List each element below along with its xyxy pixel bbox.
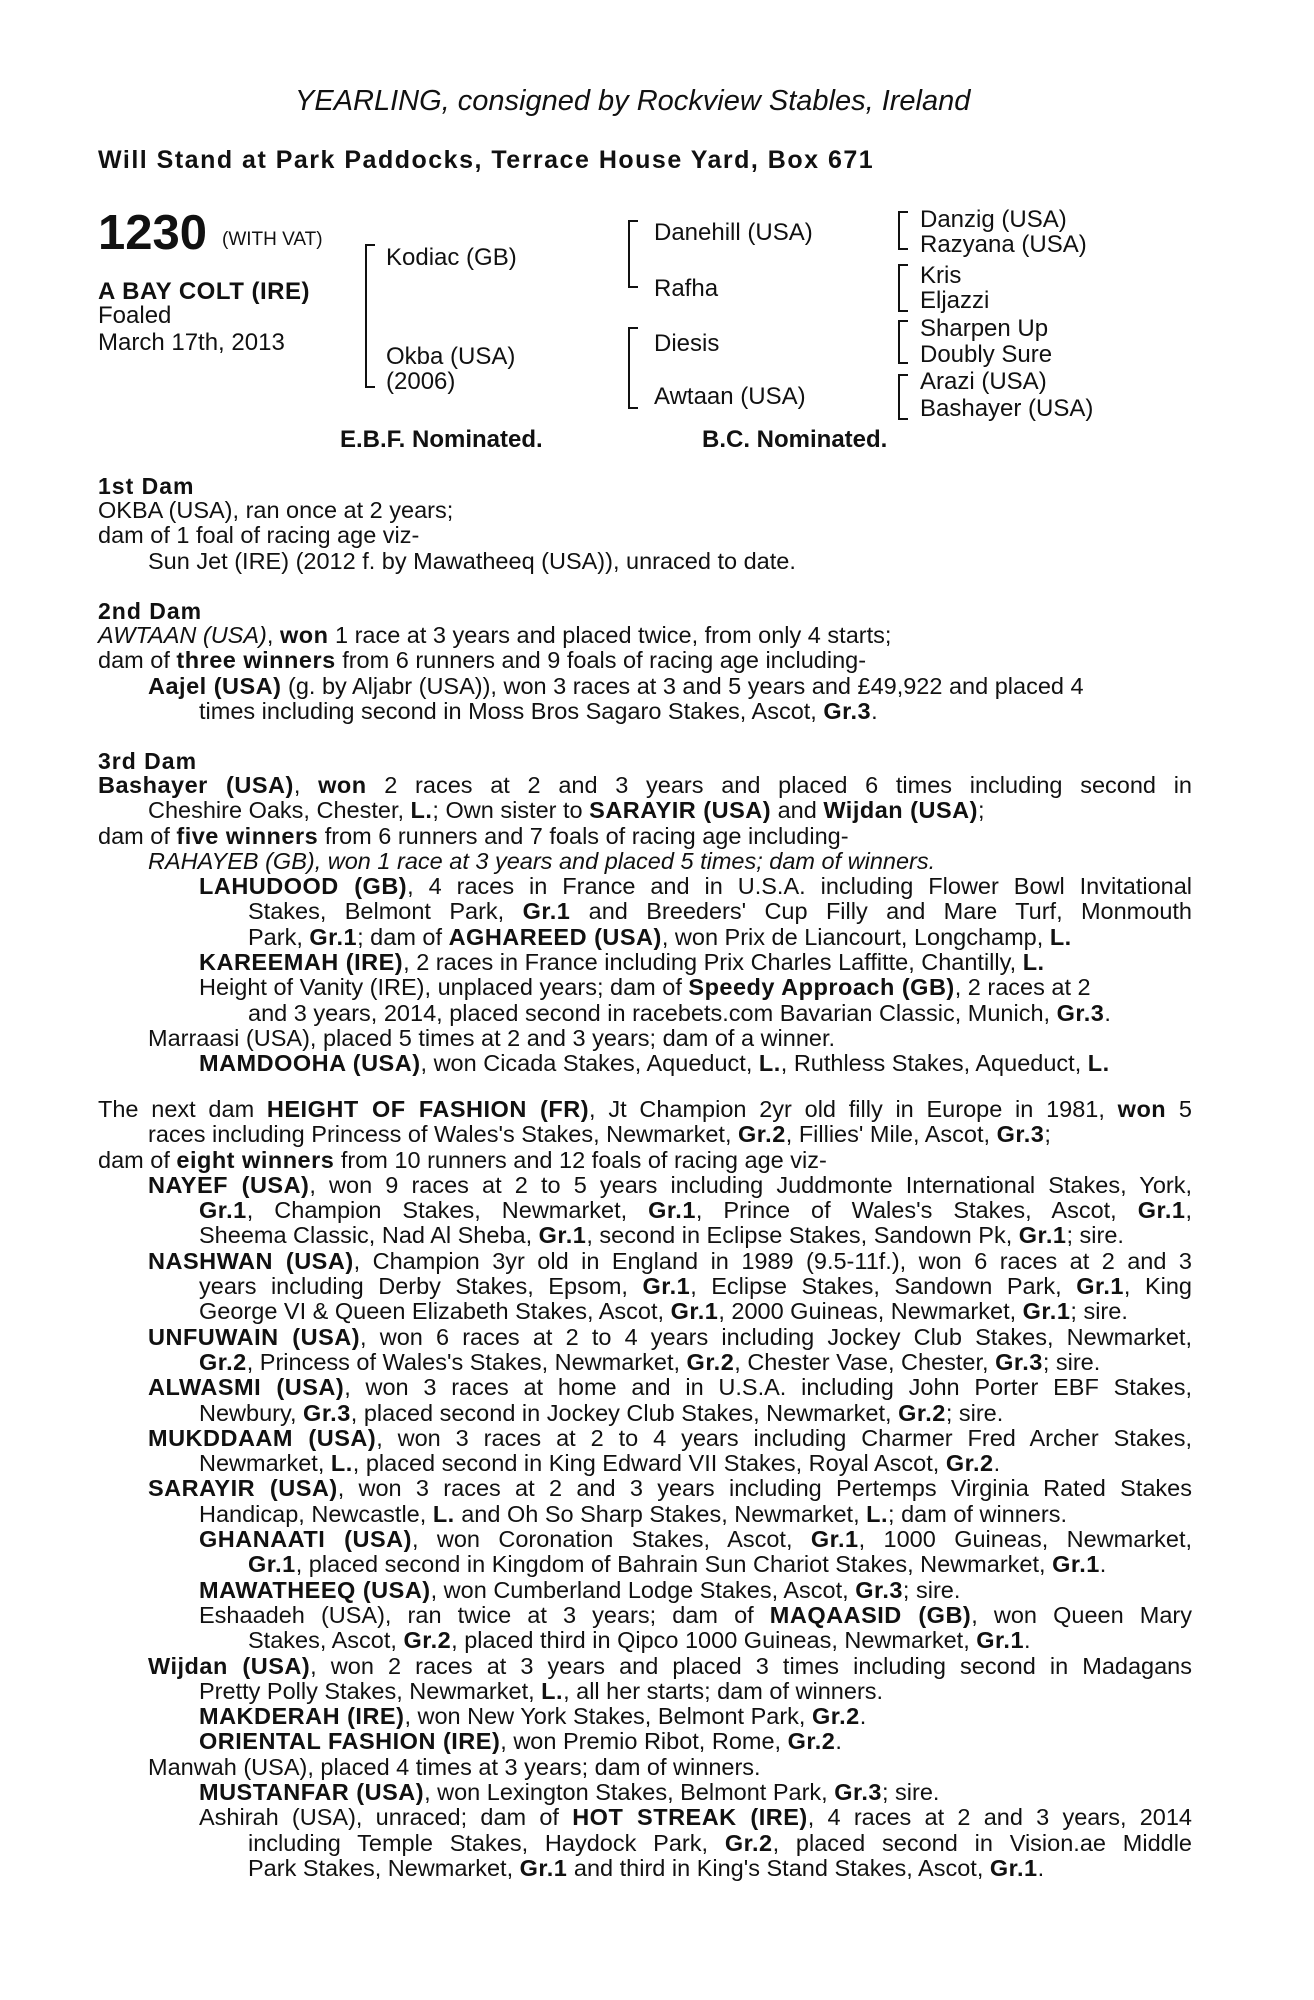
pedigree-brace-sire — [628, 220, 638, 288]
next-dam-line: ORIENTAL FASHION (IRE), won Premio Ribot, Rome, Gr.2. — [199, 1728, 842, 1755]
third-dam-line: dam of five winners from 6 runners and 7 foals of racing age including- — [98, 822, 849, 849]
next-dam-line: dam of eight winners from 10 runners and 12 foals of racing age viz- — [98, 1146, 827, 1173]
next-dam-line: NAYEF (USA), won 9 races at 2 to 5 years including Juddmonte International Stakes, York, — [148, 1171, 1192, 1198]
next-dam-line: George VI & Queen Elizabeth Stakes, Ascot, Gr.1, 2000 Guineas, Newmarket, Gr.1; sire. — [199, 1298, 1128, 1325]
foaled-date: March 17th, 2013 — [98, 329, 285, 356]
pedigree-sire-sire: Danehill (USA) — [654, 219, 813, 246]
pedigree-g8: Bashayer (USA) — [920, 395, 1094, 422]
next-dam-line: UNFUWAIN (USA), won 6 races at 2 to 4 years including Jockey Club Stakes, Newmarket, — [148, 1323, 1192, 1350]
next-dam-line: including Temple Stakes, Haydock Park, Gr.2, placed second in Vision.ae Middle — [248, 1829, 1192, 1856]
third-dam-line: Cheshire Oaks, Chester, L.; Own sister to SARAYIR (USA) and Wijdan (USA); — [148, 797, 985, 824]
next-dam-line: Gr.1, placed second in Kingdom of Bahrain Sun Chariot Stakes, Newmarket, Gr.1. — [248, 1551, 1107, 1578]
next-dam-line: Stakes, Ascot, Gr.2, placed third in Qipco 1000 Guineas, Newmarket, Gr.1. — [248, 1627, 1031, 1654]
next-dam-line: Ashirah (USA), unraced; dam of HOT STREAK (IRE), 4 races at 2 and 3 years, 2014 — [199, 1804, 1192, 1831]
next-dam-line: Sheema Classic, Nad Al Sheba, Gr.1, second in Eclipse Stakes, Sandown Pk, Gr.1; sire. — [199, 1222, 1124, 1249]
next-dam-line: Gr.2, Princess of Wales's Stakes, Newmarket, Gr.2, Chester Vase, Chester, Gr.3; sire. — [199, 1348, 1101, 1375]
third-dam-line: Height of Vanity (IRE), unplaced years; dam of Speedy Approach (GB), 2 races at 2 — [199, 974, 1091, 1001]
lot-name: A BAY COLT (IRE) — [98, 278, 311, 305]
next-dam-line: years including Derby Stakes, Epsom, Gr.1, Eclipse Stakes, Sandown Park, Gr.1, King — [199, 1273, 1192, 1300]
third-dam-line: MAMDOOHA (USA), won Cicada Stakes, Aqueduct, L., Ruthless Stakes, Aqueduct, L. — [199, 1050, 1110, 1077]
pedigree-g2: Razyana (USA) — [920, 231, 1087, 258]
first-dam-line: dam of 1 foal of racing age viz- — [98, 522, 420, 549]
next-dam-line: races including Princess of Wales's Stakes, Newmarket, Gr.2, Fillies' Mile, Ascot, Gr.3; — [148, 1121, 1051, 1148]
first-dam-heading: 1st Dam — [98, 473, 195, 499]
next-dam-line: Wijdan (USA), won 2 races at 3 years and placed 3 times including second in Madagans — [148, 1652, 1192, 1679]
second-dam-line: Aajel (USA) (g. by Aljabr (USA)), won 3 races at 3 and 5 years and £49,922 and placed 4 — [148, 672, 1084, 699]
third-dam-line: Park, Gr.1; dam of AGHAREED (USA), won Prix de Liancourt, Longchamp, L. — [248, 923, 1072, 950]
pedigree-dam-sire: Diesis — [654, 330, 720, 357]
pedigree-g6: Doubly Sure — [920, 341, 1053, 368]
pedigree-dam-dam: Awtaan (USA) — [654, 383, 806, 410]
foaled-label: Foaled — [98, 302, 172, 329]
next-dam-line: Pretty Polly Stakes, Newmarket, L., all her starts; dam of winners. — [199, 1677, 884, 1704]
ebf-nominated: E.B.F. Nominated. — [340, 426, 543, 453]
next-dam-line: ALWASMI (USA), won 3 races at home and in U.S.A. including John Porter EBF Stakes, — [148, 1374, 1192, 1401]
pedigree-brace-parents — [365, 244, 375, 388]
next-dam-line: Newmarket, L., placed second in King Edward VII Stakes, Royal Ascot, Gr.2. — [199, 1450, 1001, 1477]
next-dam-line: Park Stakes, Newmarket, Gr.1 and third in King's Stand Stakes, Ascot, Gr.1. — [248, 1854, 1045, 1881]
third-dam-heading: 3rd Dam — [98, 748, 198, 774]
third-dam-line: KAREEMAH (IRE), 2 races in France including Prix Charles Laffitte, Chantilly, L. — [199, 949, 1045, 976]
pedigree-g1: Danzig (USA) — [920, 206, 1067, 233]
next-dam-line: The next dam HEIGHT OF FASHION (FR), Jt Champion 2yr old filly in Europe in 1981, won 5 — [98, 1096, 1193, 1122]
third-dam-line: RAHAYEB (GB), won 1 race at 3 years and placed 5 times; dam of winners. — [148, 847, 936, 874]
consignor-line: YEARLING, consigned by Rockview Stables, Ireland — [295, 85, 971, 117]
pedigree-dam-year: (2006) — [386, 368, 456, 395]
next-dam-line: MAWATHEEQ (USA), won Cumberland Lodge Stakes, Ascot, Gr.3; sire. — [199, 1576, 961, 1603]
pedigree-brace-g1 — [898, 211, 908, 250]
next-dam-line: GHANAATI (USA), won Coronation Stakes, Ascot, Gr.1, 1000 Guineas, Newmarket, — [199, 1526, 1192, 1553]
third-dam-line: Marraasi (USA), placed 5 times at 2 and 3 years; dam of a winner. — [148, 1024, 836, 1051]
pedigree-dam: Okba (USA) — [386, 343, 516, 370]
pedigree-brace-dam — [628, 327, 638, 409]
next-dam-line: MUSTANFAR (USA), won Lexington Stakes, Belmont Park, Gr.3; sire. — [199, 1779, 940, 1806]
second-dam-line: AWTAAN (USA), won 1 race at 3 years and placed twice, from only 4 starts; — [98, 622, 892, 648]
next-dam-line: Manwah (USA), placed 4 times at 3 years; dam of winners. — [148, 1753, 761, 1780]
pedigree-brace-g3 — [898, 320, 908, 364]
third-dam-line: Bashayer (USA), won 2 races at 2 and 3 years and placed 6 times including second in — [98, 772, 1193, 798]
pedigree-g7: Arazi (USA) — [920, 368, 1047, 395]
vat-note: (WITH VAT) — [222, 229, 323, 250]
pedigree-sire: Kodiac (GB) — [386, 244, 517, 271]
second-dam-text — [98, 623, 1192, 724]
next-dam-line: Eshaadeh (USA), ran twice at 3 years; dam of MAQAASID (GB), won Queen Mary — [199, 1601, 1192, 1628]
pedigree-sire-dam: Rafha — [654, 275, 719, 302]
pedigree-g4: Eljazzi — [920, 287, 990, 314]
second-dam-heading: 2nd Dam — [98, 598, 203, 624]
next-dam-line: Handicap, Newcastle, L. and Oh So Sharp Stakes, Newmarket, L.; dam of winners. — [199, 1500, 1067, 1527]
third-dam-line: Stakes, Belmont Park, Gr.1 and Breeders' Cup Filly and Mare Turf, Monmouth — [248, 898, 1192, 925]
second-dam-line: dam of three winners from 6 runners and 9 foals of racing age including- — [98, 647, 867, 674]
bc-nominated: B.C. Nominated. — [702, 426, 888, 453]
pedigree-g5: Sharpen Up — [920, 315, 1049, 342]
pedigree-brace-g2 — [898, 264, 908, 312]
third-dam-line: and 3 years, 2014, placed second in racebets.com Bavarian Classic, Munich, Gr.3. — [248, 999, 1111, 1026]
stand-line: Will Stand at Park Paddocks, Terrace House Yard, Box 671 — [98, 146, 875, 174]
second-dam-line: times including second in Moss Bros Sagaro Stakes, Ascot, Gr.3. — [199, 697, 878, 724]
first-dam-text — [98, 498, 1192, 574]
next-dam-line: NASHWAN (USA), Champion 3yr old in England in 1989 (9.5-11f.), won 6 races at 2 and 3 — [148, 1247, 1192, 1274]
lot-number: 1230 — [98, 206, 208, 260]
next-dam-line: Newbury, Gr.3, placed second in Jockey Club Stakes, Newmarket, Gr.2; sire. — [199, 1399, 1004, 1426]
third-dam-text — [98, 773, 1192, 1077]
pedigree-brace-g4 — [898, 374, 908, 420]
pedigree-g3: Kris — [920, 262, 962, 289]
next-dam-line: MUKDDAAM (USA), won 3 races at 2 to 4 years including Charmer Fred Archer Stakes, — [148, 1424, 1192, 1451]
next-dam-line: Gr.1, Champion Stakes, Newmarket, Gr.1, Prince of Wales's Stakes, Ascot, Gr.1, — [199, 1197, 1192, 1224]
next-dam-line: MAKDERAH (IRE), won New York Stakes, Belmont Park, Gr.2. — [199, 1703, 867, 1730]
third-dam-line: LAHUDOOD (GB), 4 races in France and in U.S.A. including Flower Bowl Invitational — [199, 873, 1192, 900]
first-dam-line: Sun Jet (IRE) (2012 f. by Mawatheeq (USA)), unraced to date. — [148, 547, 796, 574]
next-dam-text — [98, 1097, 1192, 1881]
first-dam-line: OKBA (USA), ran once at 2 years; — [98, 497, 454, 523]
next-dam-line: SARAYIR (USA), won 3 races at 2 and 3 years including Pertemps Virginia Rated Stakes — [148, 1475, 1192, 1502]
